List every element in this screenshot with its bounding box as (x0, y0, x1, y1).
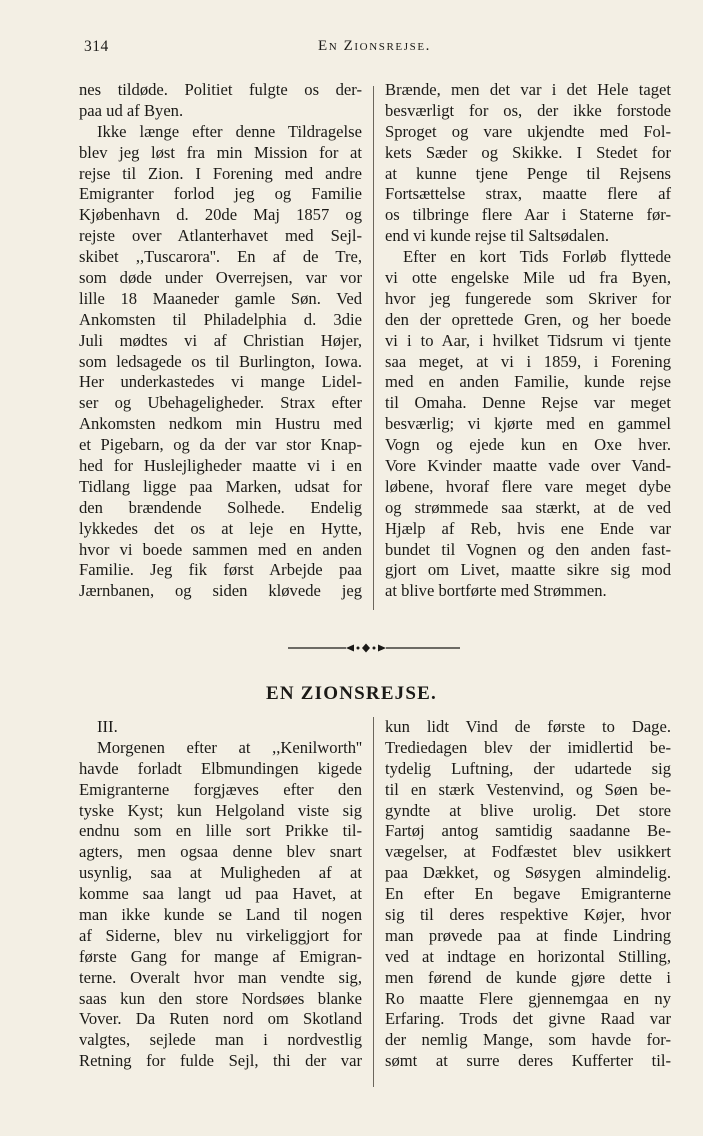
text-line: tyske Kyst; kun Helgoland viste sig (79, 800, 362, 820)
running-title: En Zionsrejse. (318, 38, 432, 54)
separator-dot-left (357, 647, 360, 650)
text-line: at kunne tjene Penge til Rejsens (385, 163, 671, 183)
text-column-top-right (385, 80, 671, 602)
text-line: blev jeg løst fra min Mission for at (79, 142, 362, 162)
text-line: vi otte engelske Mile ud fra Byen, (385, 268, 671, 288)
text-line: Vogn og ejede kun en Oxe hver. (385, 435, 671, 455)
text-column-bottom-right (385, 717, 671, 1072)
text-line: Ro maatte Flere gjennemgaa en ny (385, 988, 671, 1008)
text-line: terne. Overalt hvor man vendte sig, (79, 967, 362, 987)
text-line: Emigranterne forgjæves efter den (79, 779, 362, 799)
text-line: Retning for fulde Sejl, thi der var (79, 1051, 362, 1071)
text-line: end vi kunde rejse til Saltsødalen. (385, 226, 609, 246)
text-line: man ikke kunde se Land til nogen (79, 905, 362, 925)
text-line: besværlig; vi kjørte med en gammel (385, 414, 671, 434)
text-line: Juli mødtes vi af Christian Højer, (79, 330, 362, 350)
text-line: Tidlang ligge paa Marken, udsat for (79, 476, 362, 496)
text-line: Fortsættelse strax, maatte flere af (385, 184, 671, 204)
text-line: Jærnbanen, og siden kløvede jeg (79, 581, 362, 601)
text-line: løbene, hvoraf flere vare meget dybe (385, 476, 671, 496)
text-line: ved at indtage en horizontal Stilling, (385, 946, 671, 966)
text-line: som ledsagede os til Burlington, Iowa. (79, 351, 362, 371)
text-line: os tilbringe flere Aar i Staterne før- (385, 205, 671, 225)
text-line: agters, men ogsaa denne blev snart (79, 842, 362, 862)
text-line: Ikke længe efter denne Tildragelse (97, 121, 362, 141)
text-line: sømt at surre deres Kufferter til- (385, 1051, 671, 1071)
section-title: EN ZIONSREJSE. (266, 683, 437, 704)
separator-diamond (362, 644, 370, 653)
text-line: saas kun den store Nordsøes blanke (79, 988, 362, 1008)
text-line: endnu som en lille sort Prikke til- (79, 821, 362, 841)
text-column-top-left (79, 80, 362, 602)
text-line: den brændende Solhede. Endelig (79, 497, 362, 517)
text-line: bundet til Vognen og den anden fast- (385, 539, 671, 559)
text-line: usynlig, saa at Muligheden af at (79, 863, 362, 883)
text-line: man prøvede paa at finde Lindring (385, 925, 671, 945)
text-line: Ankomsten til Philadelphia d. 3die (79, 309, 362, 329)
text-line: til en stærk Vestenvind, og Søen be- (385, 779, 671, 799)
column-divider (373, 86, 374, 610)
text-line: Hjælp af Reb, hvis ene Ende var (385, 518, 671, 538)
text-column-bottom-left (79, 717, 362, 1072)
text-line: Sproget og vare ukjendte med Fol- (385, 121, 671, 141)
text-line: Erfaring. Trods det givne Raad var (385, 1009, 671, 1029)
text-line: men førend de kunde gjøre dette i (385, 967, 671, 987)
text-line: paa Dækket, og Søsygen almindelig. (385, 863, 671, 883)
text-line: at blive bortførte med Strømmen. (385, 581, 607, 601)
separator-arrow-right (378, 645, 386, 652)
text-line: lille 18 Maaneder gamle Søn. Ved (79, 288, 362, 308)
text-line: tydelig Luftning, der udartede sig (385, 758, 671, 778)
text-line: kun lidt Vind de første to Dage. (385, 717, 671, 736)
text-line: valgtes, sejlede man i nordvestlig (79, 1030, 362, 1050)
text-line: gyndte at blive urolig. Det store (385, 800, 671, 820)
text-line: gjort om Livet, maatte sikre sig mod (385, 560, 671, 580)
text-line: første Gang for mange af Emigran- (79, 946, 362, 966)
text-line: Emigranter forlod jeg og Familie (79, 184, 362, 204)
text-line: Ankomsten nedkom min Hustru med (79, 414, 362, 434)
text-line: rejste over Atlanterhavet med Sejl- (79, 226, 362, 246)
text-line: skibet ,,Tuscarora''. En af de Tre, (79, 247, 362, 267)
text-line: Efter en kort Tids Forløb flyttede (403, 247, 671, 267)
text-line: hed for Huslejligheder maatte vi i en (79, 456, 362, 476)
text-line: nes tildøde. Politiet fulgte os der- (79, 80, 362, 99)
text-line: vægelser, at Fodfæstet blev usikkert (385, 842, 671, 862)
text-line: Vover. Da Ruten nord om Skotland (79, 1009, 362, 1029)
text-line: ser og Ubehageligheder. Strax efter (79, 393, 362, 413)
page-number: 314 (84, 38, 109, 55)
text-line: der nemlig Mange, som havde for- (385, 1030, 671, 1050)
text-line: hvor vi boede sammen med en anden (79, 539, 362, 559)
text-line: saa meget, at vi i 1859, i Forening (385, 351, 671, 371)
text-line: Brænde, men det var i det Hele taget (385, 80, 671, 99)
section-separator-ornament (262, 641, 462, 655)
text-line: Kjøbenhavn d. 20de Maj 1857 og (79, 205, 362, 225)
text-line: En efter En begave Emigranterne (385, 884, 671, 904)
text-line: Morgenen efter at ,,Kenilworth'' (97, 737, 362, 757)
separator-dot-right (373, 647, 376, 650)
running-head (0, 38, 703, 64)
text-line: hvor jeg fungerede som Skriver for (385, 288, 671, 308)
text-line: komme saa langt ud paa Havet, at (79, 884, 362, 904)
text-line: kets Sæder og Skikke. I Stedet for (385, 142, 671, 162)
text-line: lykkedes det os at leje en Hytte, (79, 518, 362, 538)
text-line: den der oprettede Gren, og her boede (385, 309, 671, 329)
text-line: rejse til Zion. I Forening med andre (79, 163, 362, 183)
text-line: Her underkastedes vi mange Lidel- (79, 372, 362, 392)
chapter-number: III. (97, 717, 118, 736)
text-line: Familie. Jeg fik først Arbejde paa (79, 560, 362, 580)
text-line: Vore Kvinder maatte vade over Vand- (385, 456, 671, 476)
text-line: et Pigebarn, og da der var stor Knap- (79, 435, 362, 455)
text-line: som døde under Overrejsen, var vor (79, 268, 362, 288)
text-line: sig til deres respektive Køjer, hvor (385, 905, 671, 925)
text-line: med en anden Familie, kunde rejse (385, 372, 671, 392)
text-line: vi i to Aar, i hvilket Tidsrum vi tjente (385, 330, 671, 350)
column-divider (373, 717, 374, 1087)
text-line: til Omaha. Denne Rejse var meget (385, 393, 671, 413)
text-line: af Siderne, blev nu virkeliggjort for (79, 925, 362, 945)
text-line: og strømmede saa stærkt, at de ved (385, 497, 671, 517)
text-line: havde forladt Elbmundingen kigede (79, 758, 362, 778)
text-line: paa ud af Byen. (79, 100, 184, 120)
text-line: besværligt for os, der ikke forstode (385, 100, 671, 120)
text-line: Fartøj antog samtidig saadanne Be- (385, 821, 671, 841)
separator-arrow-left (346, 645, 354, 652)
text-line: Trediedagen blev der imidlertid be- (385, 737, 671, 757)
